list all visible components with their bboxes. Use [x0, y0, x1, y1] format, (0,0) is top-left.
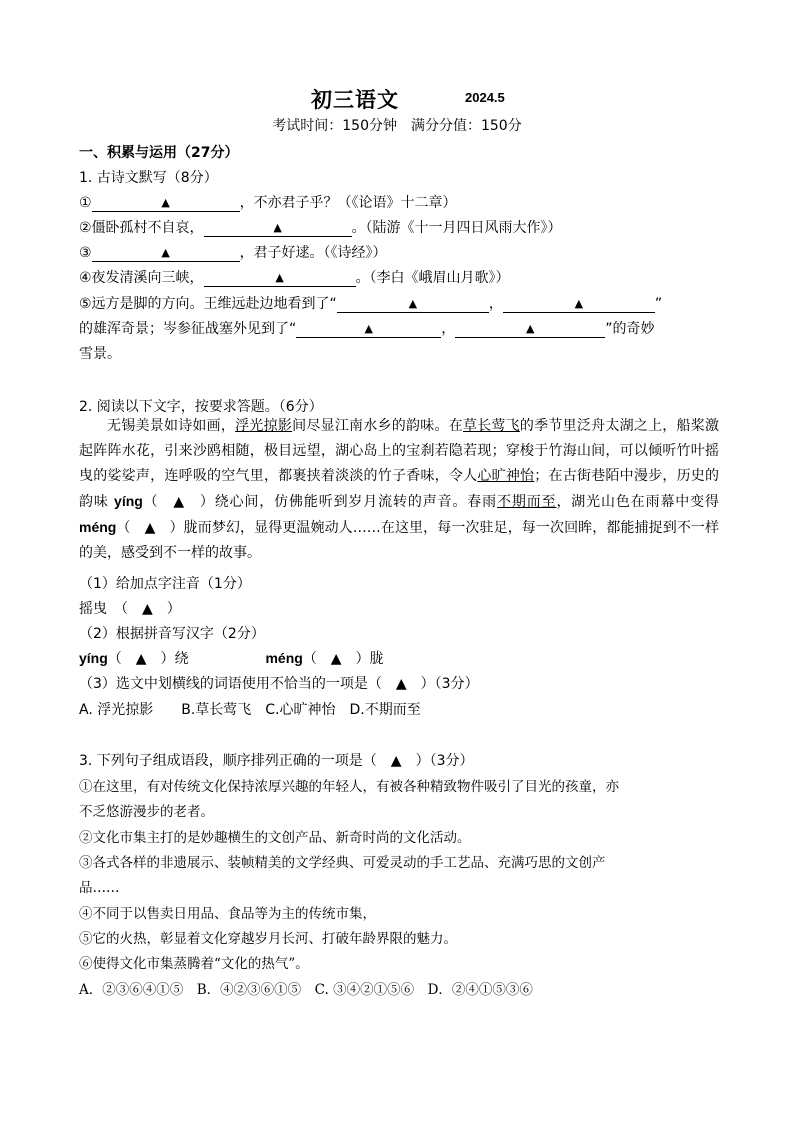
q3-sentence-6: ⑥使得文化市集蒸腾着“文化的热气”。: [79, 956, 309, 972]
q3-heading: 3. 下列句子组成语段，顺序排列正确的一项是（ ▲ ）（3分）: [79, 753, 474, 769]
q3-sentence-2: ②文化市集主打的是妙趣横生的文创产品、新奇时尚的文化活动。: [79, 830, 471, 846]
title-row: [0, 84, 794, 112]
q3-options: A．②③⑥④①⑤ B．④②③⑥①⑤ C. ③④②①⑤⑥ D．②④①⑤③⑥: [79, 982, 533, 998]
q2-options: A. 浮光掠影 B.草长莺飞 C.心旷神怡 D.不期而至: [79, 702, 421, 718]
answer-blank[interactable]: ▲: [92, 245, 240, 262]
answer-blank[interactable]: ▲: [92, 195, 240, 212]
underlined-word: 心旷神怡: [477, 468, 535, 484]
q3-sentence-3: ③各式各样的非遗展示、装帧精美的文学经典、可爱灵动的手工艺品、充满巧思的文创产: [79, 855, 606, 871]
exam-date: 2024.5: [465, 90, 505, 105]
answer-blank[interactable]: ▲: [455, 321, 605, 338]
underlined-word: 浮光掠影: [235, 418, 293, 434]
q1-line-6: 的雄浑奇景；岑参征战塞外见到了“ ▲ ， ▲ ”的奇妙: [79, 321, 655, 337]
underlined-word: 不期而至: [497, 494, 557, 510]
q3-sentence-5: ⑤它的火热，彰显着文化穿越岁月长河、打破年龄界限的魅力。: [79, 931, 457, 947]
q2-sub2: （2）根据拼音写汉字（2分）: [79, 626, 265, 642]
answer-blank[interactable]: ▲: [204, 220, 352, 237]
q1-line-2: ②僵卧孤村不自哀， ▲ 。（陆游《十一月四日风雨大作》）: [79, 220, 562, 236]
q1-line-7: 雪景。: [79, 346, 121, 362]
q2-heading: 2. 阅读以下文字，按要求答题。（6分）: [79, 399, 323, 415]
q1-line-3: ③ ▲ ，君子好逑。（《诗经》）: [79, 245, 387, 261]
q1-line-1: ① ▲ ，不亦君子乎？（《论语》十二章）: [79, 195, 457, 211]
q1-line-4: ④夜发清溪向三峡， ▲ 。（李白《峨眉山月歌》）: [79, 270, 510, 286]
q3-sentence-1-cont: 不乏悠游漫步的老者。: [79, 804, 214, 820]
q3-sentence-4: ④不同于以售卖日用品、食品等为主的传统市集，: [79, 906, 376, 922]
exam-info: 考试时间：150分钟 满分分值：150分: [272, 118, 522, 134]
q1-heading: 1. 古诗文默写（8分）: [79, 170, 218, 186]
q3-sentence-1: ①在这里，有对传统文化保持浓厚兴趣的年轻人，有被各种精致物件吸引了目光的孩童，亦: [79, 779, 619, 795]
answer-blank[interactable]: ▲: [337, 296, 489, 313]
section-heading: 一、积累与运用（27分）: [79, 145, 239, 161]
q3-sentence-3-cont: 品……: [79, 880, 120, 896]
q2-sub2-answer: yíng（ ▲ ）绕 méng（ ▲ ）胧: [79, 650, 384, 667]
q2-sub3: （3）选文中划横线的词语使用不恰当的一项是（ ▲ ）（3分）: [79, 676, 479, 692]
q2-sub1: （1）给加点字注音（1分）: [79, 576, 251, 592]
page-title: 初三语文: [311, 88, 399, 112]
answer-blank[interactable]: ▲: [204, 270, 356, 287]
q2-sub1-answer: 摇曳 （ ▲ ）: [79, 601, 181, 617]
answer-blank[interactable]: ▲: [296, 321, 441, 338]
answer-blank[interactable]: ▲: [503, 296, 655, 313]
underlined-word: 草长莺飞: [462, 418, 520, 434]
q1-line-5: ⑤远方是脚的方向。王维远赴边地看到了“ ▲ ， ▲ ”: [79, 296, 663, 312]
q2-passage: 无锡美景如诗如画，浮光掠影间尽显江南水乡的韵味。在草长莺飞的季节里泛舟太湖之上，船桨激起阵阵水花，引来沙鸥相随，极目远望，湖心岛上的宝刹若隐若现；穿梭于竹海山间，可以倾听竹叶摇曳的娑娑声，连呼吸的空气里，都裹挟着淡淡的竹子香味，令人心旷神怡；在古街巷陌中漫步，历史的韵味 yíng（ ▲ ）绕心间，仿佛能听到岁月流转的声音。春雨不期而至，湖光山色在雨幕中变得 méng（ ▲ ）胧而梦幻，显得更温婉动人……在这里，每一次驻足，每一次回眸，都能捕捉到不一样的美，感受到不一样的故事。: [79, 418, 720, 561]
